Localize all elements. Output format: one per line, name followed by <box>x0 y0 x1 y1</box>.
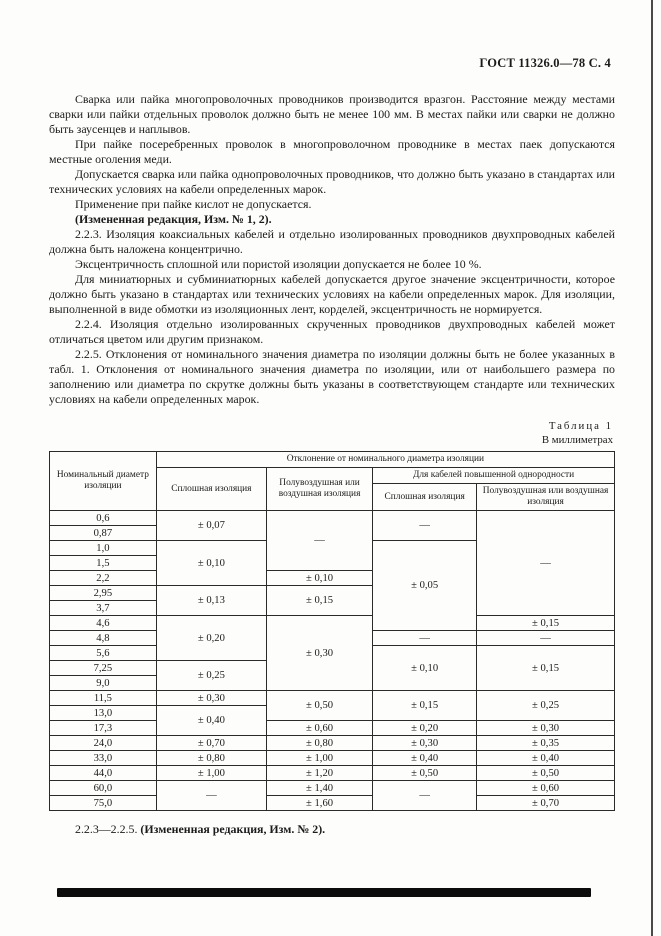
table-cell: ± 1,00 <box>156 766 266 781</box>
paragraph-welding: Сварка или пайка многопроволочных проводников производится вразгон. Расстояние между местами сварки или пайки отдельных проволок должно быть не менее 100 мм. В местах пайки или сварки не должно быть заусенцев и наплывов. <box>49 92 615 136</box>
table-cell: ± 0,30 <box>266 616 372 691</box>
table-cell: ± 0,20 <box>373 721 477 736</box>
table-cell: ± 0,15 <box>477 616 615 631</box>
table-cell: ± 0,05 <box>373 541 477 631</box>
table-body <box>50 511 615 811</box>
th-nominal-diameter: Номинальный диаметр изоляции <box>50 452 157 511</box>
table-cell: — <box>373 781 477 811</box>
th-hu-solid-insulation: Сплошная изоляция <box>373 484 477 511</box>
table-cell: 2,2 <box>50 571 157 586</box>
table-row <box>50 796 615 811</box>
table-row <box>50 511 615 526</box>
table-row <box>50 751 615 766</box>
table-cell: — <box>477 511 615 616</box>
page-header <box>479 56 611 71</box>
table-row <box>50 781 615 796</box>
table-cell: ± 0,40 <box>477 751 615 766</box>
paragraph-single-wire: Допускается сварка или пайка однопроволочных проводников, что должно быть указано в стандартах или технических условиях на кабели определенных марок. <box>49 167 615 196</box>
table-cell: ± 0,70 <box>156 736 266 751</box>
table-cell: ± 0,40 <box>156 706 266 736</box>
th-semi-air-insulation: Полувоздушная или воздушная изоляция <box>266 468 372 511</box>
table-cell: ± 0,25 <box>477 691 615 721</box>
scan-artifact-bottom-bar <box>57 888 591 897</box>
table-row <box>50 766 615 781</box>
table-cell: 1,0 <box>50 541 157 556</box>
table-cell: ± 0,07 <box>156 511 266 541</box>
table-cell: 0,87 <box>50 526 157 541</box>
table-cell: ± 0,70 <box>477 796 615 811</box>
table-cell: — <box>373 511 477 541</box>
table-cell: — <box>156 781 266 811</box>
table-units-label: В миллиметрах <box>541 434 613 446</box>
table-cell: 24,0 <box>50 736 157 751</box>
table-cell: ± 0,80 <box>266 736 372 751</box>
table-cell: ± 0,10 <box>156 541 266 586</box>
table-cell: ± 0,15 <box>373 691 477 721</box>
th-deviation-title: Отклонение от номинального диаметра изоляции <box>156 452 614 468</box>
th-solid-insulation: Сплошная изоляция <box>156 468 266 511</box>
table-cell: ± 0,30 <box>477 721 615 736</box>
amendment-note: (Измененная редакция, Изм. № 2). <box>140 822 326 837</box>
table-cell: ± 0,40 <box>373 751 477 766</box>
table-cell: 60,0 <box>50 781 157 796</box>
table-row <box>50 691 615 706</box>
table-cell: 13,0 <box>50 706 157 721</box>
table-cell: ± 1,40 <box>266 781 372 796</box>
doc-number: ГОСТ 11326.0—78 С. 4 <box>479 56 611 70</box>
table-cell: ± 0,50 <box>266 691 372 721</box>
table-cell: 4,8 <box>50 631 157 646</box>
table-cell: ± 1,20 <box>266 766 372 781</box>
th-hu-semi-air-insulation: Полувоздушная или воздушная изоляция <box>477 484 615 511</box>
table-cell: 0,6 <box>50 511 157 526</box>
table-cell: ± 1,00 <box>266 751 372 766</box>
table-cell: ± 0,50 <box>373 766 477 781</box>
th-high-uniformity: Для кабелей повышенной однородности <box>373 468 615 484</box>
table-cell: ± 0,30 <box>156 691 266 706</box>
table-cell: 9,0 <box>50 676 157 691</box>
table-caption: Таблица 1 <box>548 420 613 432</box>
table-cell: ± 0,50 <box>477 766 615 781</box>
table-cell: ± 0,35 <box>477 736 615 751</box>
paragraph-2-2-4: 2.2.4. Изоляция отдельно изолированных скрученных проводников двухпроводных кабелей может отличаться цветом или другим признаком. <box>49 317 615 346</box>
amendment-sections: 2.2.3—2.2.5. <box>75 822 138 837</box>
paragraph-miniature-cables: Для миниатюрных и субминиатюрных кабелей допускается другое значение эксцентричности, которое должно быть указано в стандартах или технических условиях на кабели определенных марок. Для изоляции, выполненной в виде обмотки из изоляционных лент, корделей, эксцентричность не нормируется. <box>49 272 615 316</box>
table-row <box>50 616 615 631</box>
table-cell: 5,6 <box>50 646 157 661</box>
table-cell: ± 0,30 <box>373 736 477 751</box>
table-cell: 3,7 <box>50 601 157 616</box>
table-cell: — <box>266 511 372 571</box>
table-cell: — <box>477 631 615 646</box>
table-cell: ± 0,60 <box>477 781 615 796</box>
table-cell: 2,95 <box>50 586 157 601</box>
paragraph-2-2-5: 2.2.5. Отклонения от номинального значения диаметра по изоляции должны быть не более указанных в табл. 1. Отклонения от номинального значения диаметра по изоляции, или от наибольшего размера по заполнению или диаметра по скрутке должны быть указаны в соответствующем стандарте или технических условиях на кабели определенных марок. <box>49 347 615 406</box>
table-row <box>50 736 615 751</box>
table-cell: ± 0,80 <box>156 751 266 766</box>
table-cell: 11,5 <box>50 691 157 706</box>
paragraph-acids: Применение при пайке кислот не допускается. <box>75 197 312 211</box>
table-cell: 4,6 <box>50 616 157 631</box>
table-cell: ± 0,10 <box>373 646 477 691</box>
table-cell: ± 0,15 <box>266 586 372 616</box>
table-cell: ± 1,60 <box>266 796 372 811</box>
table-cell: 1,5 <box>50 556 157 571</box>
table-cell: 7,25 <box>50 661 157 676</box>
table-cell: ± 0,13 <box>156 586 266 616</box>
table-cell: 33,0 <box>50 751 157 766</box>
document-content <box>49 92 615 849</box>
table-header <box>50 452 615 511</box>
table-cell: ± 0,25 <box>156 661 266 691</box>
table-cell: ± 0,20 <box>156 616 266 661</box>
paragraph-silvered-wires: При пайке посеребренных проволок в многопроволочном проводнике в местах паек допускаются местные оголения меди. <box>49 137 615 166</box>
paragraph-2-2-3: 2.2.3. Изоляция коаксиальных кабелей и отдельно изолированных проводников двухпроводных кабелей должна быть наложена концентрично. <box>49 227 615 256</box>
table-cell: 17,3 <box>50 721 157 736</box>
tolerance-table <box>49 451 615 811</box>
amendment-footer <box>49 822 615 837</box>
table-cell: ± 0,10 <box>266 571 372 586</box>
table-row <box>50 721 615 736</box>
table-cell: ± 0,60 <box>266 721 372 736</box>
paragraph-eccentricity: Эксцентричность сплошной или пористой изоляции допускается не более 10 %. <box>75 257 482 271</box>
table-cell: 75,0 <box>50 796 157 811</box>
paragraph-amended-note-1: (Измененная редакция, Изм. № 1, 2). <box>75 212 272 226</box>
scan-artifact-right-edge <box>651 0 653 936</box>
table-cell: — <box>373 631 477 646</box>
table-cell: ± 0,15 <box>477 646 615 691</box>
table-cell: 44,0 <box>50 766 157 781</box>
